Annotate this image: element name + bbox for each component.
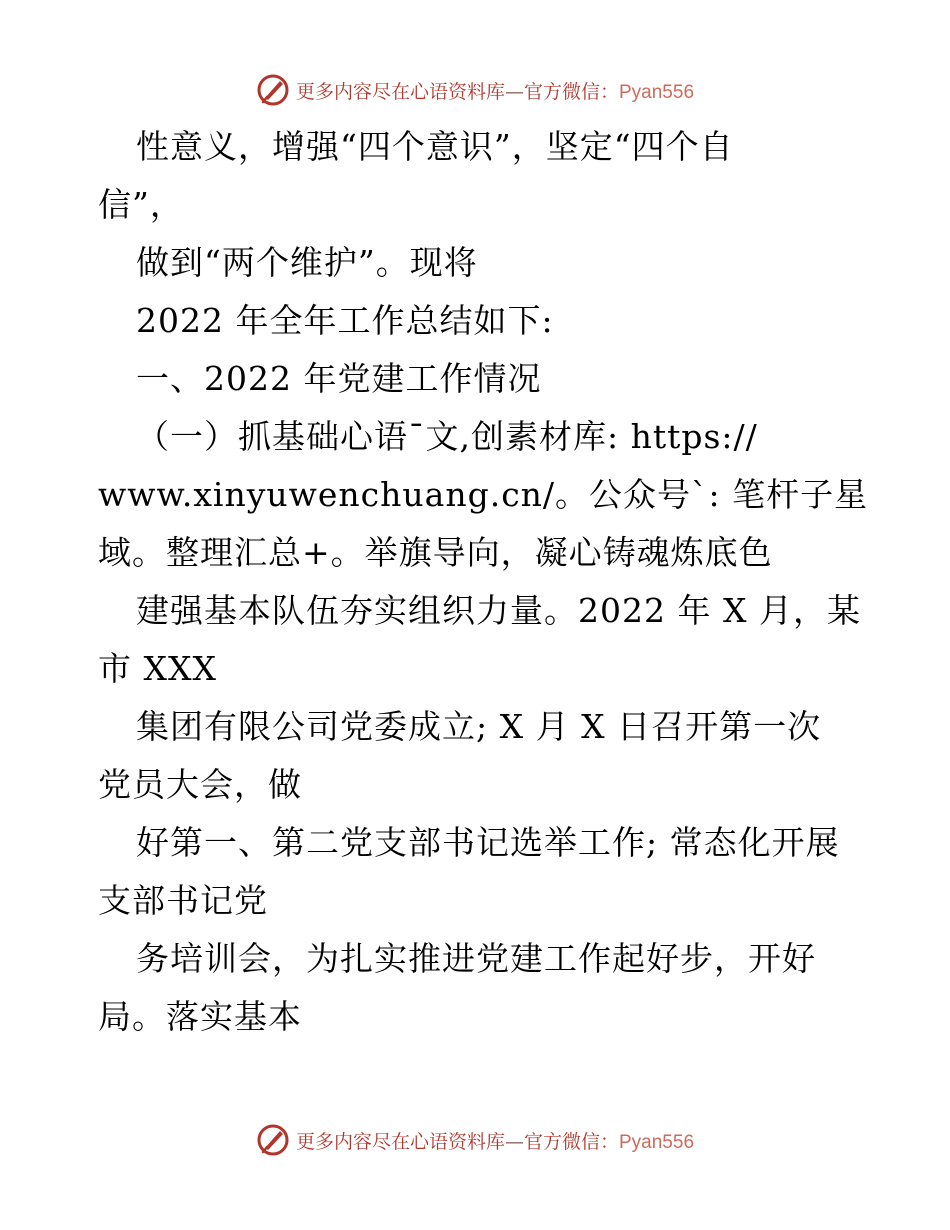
- banner-separator: —: [504, 1130, 524, 1153]
- quill-pen-seal-icon: [256, 73, 290, 107]
- text-line: www.xinyuwenchuang.cn/。公众号`: 笔杆子星: [98, 475, 869, 514]
- text-line: 2022 年全年工作总结如下:: [136, 301, 554, 340]
- banner-slogan: 更多内容尽在心语资料库: [295, 80, 505, 103]
- text-line: 党员大会，做: [98, 765, 302, 804]
- text-line: 支部书记党: [98, 881, 268, 920]
- header-banner-text: [296, 77, 694, 104]
- text-line: 好第一、第二党支部书记选举工作; 常态化开展: [136, 823, 840, 862]
- footer-watermark-banner[interactable]: [0, 1122, 950, 1158]
- text-line: 做到“两个维护”。现将: [136, 243, 478, 282]
- banner-slogan: 更多内容尽在心语资料库: [295, 1130, 505, 1153]
- text-line: 局。落实基本: [98, 997, 302, 1036]
- text-line: 建强基本队伍夯实组织力量。2022 年 X 月，某: [136, 591, 861, 630]
- text-line: 域。整理汇总+。举旗导向，凝心铸魂炼底色: [98, 533, 773, 572]
- text-line: 性意义，增强“四个意识”，坚定“四个自: [136, 127, 734, 166]
- text-line: 信”，: [98, 185, 184, 224]
- text-line: 务培训会，为扎实推进党建工作起好步，开好: [136, 939, 816, 978]
- banner-wechat-id: Pyan556: [619, 81, 695, 103]
- footer-banner-text: [296, 1127, 694, 1154]
- banner-wechat-label: 官方微信：: [523, 1130, 619, 1153]
- quill-pen-seal-icon: [256, 1123, 290, 1157]
- banner-wechat-label: 官方微信：: [523, 80, 619, 103]
- text-line: 集团有限公司党委成立; X 月 X 日召开第一次: [136, 707, 822, 746]
- text-line: 市 XXX: [98, 649, 217, 688]
- text-line: （一）抓基础心语¯文,创素材库: https://: [136, 417, 758, 456]
- banner-separator: —: [504, 80, 524, 103]
- section-heading: 一、2022 年党建工作情况: [136, 359, 542, 398]
- header-watermark-banner[interactable]: [0, 72, 950, 108]
- banner-wechat-id: Pyan556: [619, 1131, 695, 1153]
